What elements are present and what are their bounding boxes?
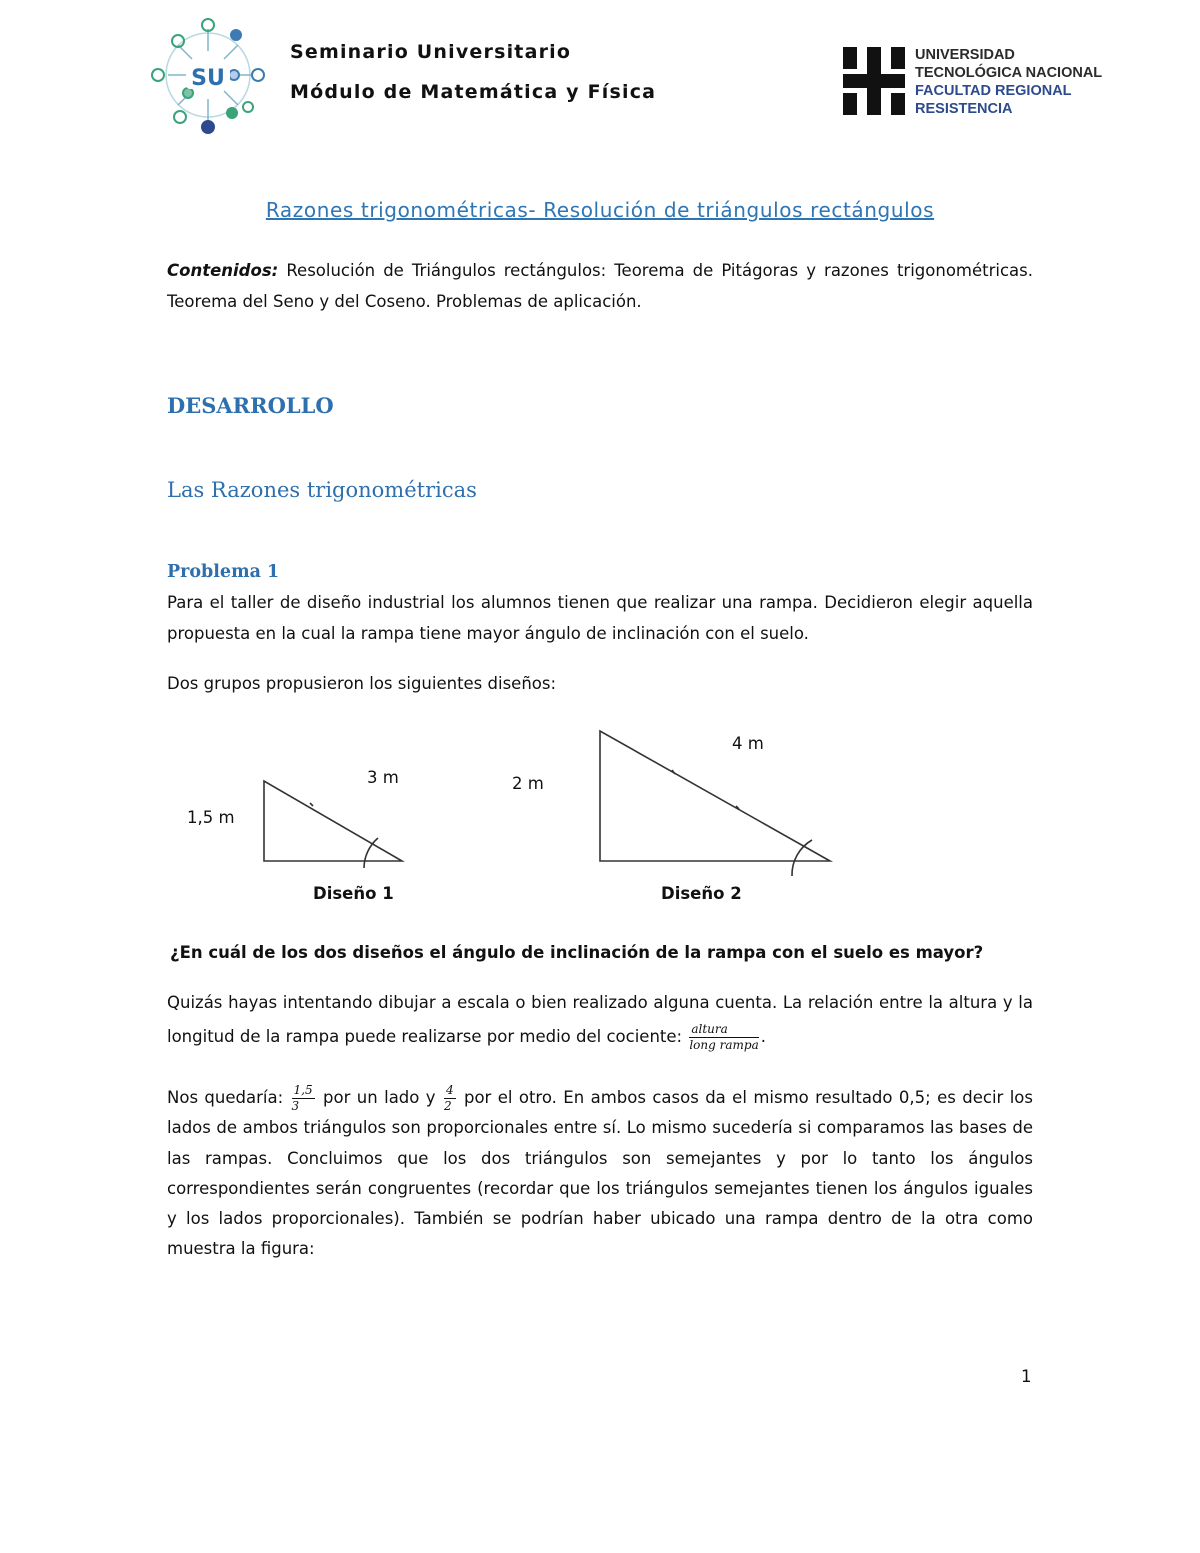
utn-line-1: UNIVERSIDAD	[915, 47, 1015, 63]
fraction-2	[444, 1084, 456, 1113]
ratio-text: Quizás hayas intentando dibujar a escala o bien realizado alguna cuenta. La relación entre la altura y la longitud de la rampa puede realizarse por medio del cociente:	[167, 993, 1033, 1046]
fraction-2-den: 2	[443, 1099, 452, 1113]
ratio-denominator: long rampa	[689, 1038, 759, 1052]
design-1-height-label: 1,5 m	[187, 808, 235, 827]
utn-logo-mark	[843, 47, 905, 115]
contenidos-label: Contenidos:	[167, 261, 279, 280]
utn-line-2: TECNOLÓGICA NACIONAL	[915, 65, 1103, 81]
conclusion-paragraph	[167, 1083, 1033, 1265]
design-2-caption: Diseño 2	[661, 884, 742, 903]
contenidos-paragraph	[167, 255, 1033, 317]
problema-paragraph-2: Dos grupos propusieron los siguientes diseños:	[167, 674, 557, 693]
header-line-2: Módulo de Matemática y Física	[290, 81, 657, 103]
document-title: Razones trigonométricas- Resolución de triángulos rectángulos	[265, 198, 935, 222]
contenidos-text: Resolución de Triángulos rectángulos: Teorema de Pitágoras y razones trigonométricas. Teorema del Seno y del Coseno. Problemas de aplicación.	[167, 261, 1033, 311]
ratio-numerator: altura	[689, 1023, 758, 1038]
conclusion-text-3: por el otro. En ambos casos da el mismo resultado 0,5; es decir los lados de ambos triángulos son proporcionales entre sí. Lo mismo sucedería si comparamos las bases de las rampas. Concluimos que los dos triángulos son semejantes y por lo tanto los ángulos correspondientes serán congruentes (recordar que los triángulos semejantes tienen los ángulos iguales y los lados proporcionales). También se podrían haber ubicado una rampa dentro de la otra como muestra la figura:	[167, 1088, 1033, 1259]
designs-figure	[0, 720, 1200, 920]
design-2-height-label: 2 m	[512, 774, 544, 793]
seminario-logo	[148, 15, 270, 137]
problema-heading: Problema 1	[167, 562, 280, 582]
design-1-triangle	[264, 781, 402, 861]
logo-text: SU	[191, 66, 225, 91]
section-heading: Las Razones trigonométricas	[167, 478, 477, 502]
design-2-hyp-label: 4 m	[732, 734, 764, 753]
design-1-tick	[310, 803, 313, 806]
fraction-2-num: 4	[445, 1083, 454, 1097]
fraction-1-num: 1,5	[293, 1083, 313, 1097]
ratio-fraction	[689, 1023, 758, 1052]
design-1-caption: Diseño 1	[313, 884, 394, 903]
ratio-paragraph	[167, 986, 1033, 1054]
fraction-1-den: 3	[291, 1099, 300, 1113]
design-1-hyp-label: 3 m	[367, 768, 399, 787]
problema-paragraph-1: Para el taller de diseño industrial los alumnos tienen que realizar una rampa. Decidieron elegir aquella propuesta en la cual la rampa tiene mayor ángulo de inclinación con el suelo.	[167, 593, 1033, 643]
utn-name	[915, 46, 1102, 118]
page-number: 1	[1021, 1367, 1032, 1386]
conclusion-text-1: Nos quedaría:	[167, 1088, 290, 1107]
utn-line-3: FACULTAD REGIONAL	[915, 83, 1072, 99]
conclusion-text-2: por un lado y	[316, 1088, 442, 1107]
ratio-period: .	[760, 1027, 766, 1046]
header-line-1: Seminario Universitario	[290, 41, 572, 63]
design-2-triangle	[600, 731, 830, 861]
utn-line-4: RESISTENCIA	[915, 101, 1013, 117]
desarrollo-heading: DESARROLLO	[167, 393, 334, 418]
fraction-1	[292, 1084, 315, 1113]
question-text: ¿En cuál de los dos diseños el ángulo de inclinación de la rampa con el suelo es mayor?	[170, 943, 984, 962]
